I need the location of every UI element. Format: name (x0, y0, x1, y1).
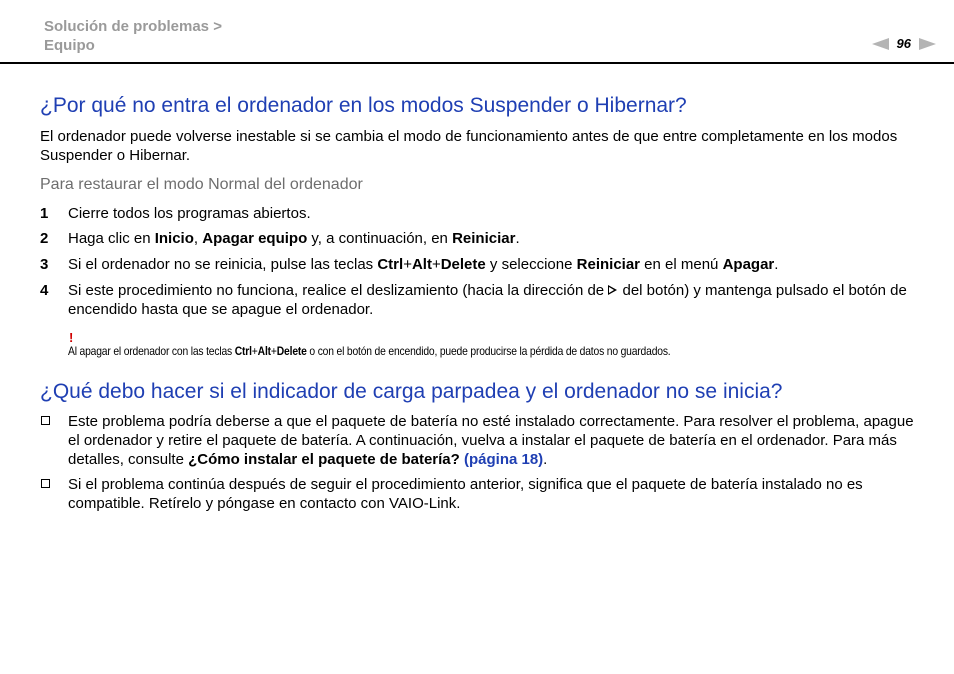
warning-icon: ! (69, 330, 74, 345)
warning-note: Al apagar el ordenador con las teclas Ctrl+Alt+Delete o con el botón de encendido, puede producirse la pérdida de datos no guardados. (68, 344, 671, 358)
step-number: 4 (40, 282, 49, 299)
bullet-item-1 (40, 412, 920, 469)
procedure-subheading: Para restaurar el modo Normal del ordenador (40, 176, 363, 193)
bullet-item-2 (40, 475, 920, 513)
bullet-text: Este problema podría deberse a que el paquete de batería no esté instalado correctamente. Para resolver el problema, apague el ordenador y retire el paquete de batería. A continuación, vuelva a instalar el paquete de batería en el ordenador. Para más detalles, consulte ¿Cómo instalar el paquete de batería? (página 18). (68, 413, 914, 468)
step-3 (40, 255, 920, 274)
step-number: 3 (40, 256, 49, 273)
breadcrumb (44, 17, 222, 55)
intro-paragraph: El ordenador puede volverse inestable si se cambia el modo de funcionamiento antes de que entre completamente en los modos Suspender o Hibernar. (40, 128, 898, 164)
header-divider (0, 62, 954, 64)
step-text: Cierre todos los programas abiertos. (68, 205, 311, 222)
page-navigator (872, 36, 936, 51)
step-number: 2 (40, 230, 49, 247)
page-forward-arrow-icon[interactable] (919, 38, 936, 50)
checkbox-bullet-icon (41, 416, 50, 425)
step-4 (40, 281, 920, 319)
step-text: Haga clic en Inicio, Apagar equipo y, a continuación, en Reiniciar. (68, 230, 520, 247)
step-2 (40, 229, 920, 248)
breadcrumb-page[interactable]: Equipo (44, 37, 95, 54)
step-1 (40, 204, 920, 223)
section-title-battery: ¿Qué debo hacer si el indicador de carga parpadea y el ordenador no se inicia? (40, 380, 783, 403)
page-18-link[interactable]: (página 18) (463, 451, 544, 468)
page-number: 96 (896, 36, 911, 51)
bullet-text: Si el problema continúa después de seguir el procedimiento anterior, significa que el paquete de batería instalado no es compatible. Retírelo y póngase en contacto con VAIO-Link. (68, 476, 863, 512)
step-text: Si el ordenador no se reinicia, pulse las teclas Ctrl+Alt+Delete y seleccione Reiniciar en el menú Apagar. (68, 256, 779, 273)
section-title-suspend: ¿Por qué no entra el ordenador en los modos Suspender o Hibernar? (40, 94, 687, 117)
slide-direction-triangle-icon (608, 285, 618, 295)
checkbox-bullet-icon (41, 479, 50, 488)
step-text: Si este procedimiento no funciona, realice el deslizamiento (hacia la dirección de del botón) y mantenga pulsado el botón de encendido hasta que se apague el ordenador. (68, 282, 907, 318)
battery-install-reference: ¿Cómo instalar el paquete de batería? (188, 451, 460, 468)
step-number: 1 (40, 205, 49, 222)
breadcrumb-section[interactable]: Solución de problemas > (44, 18, 222, 35)
page-back-arrow-icon[interactable] (872, 38, 889, 50)
